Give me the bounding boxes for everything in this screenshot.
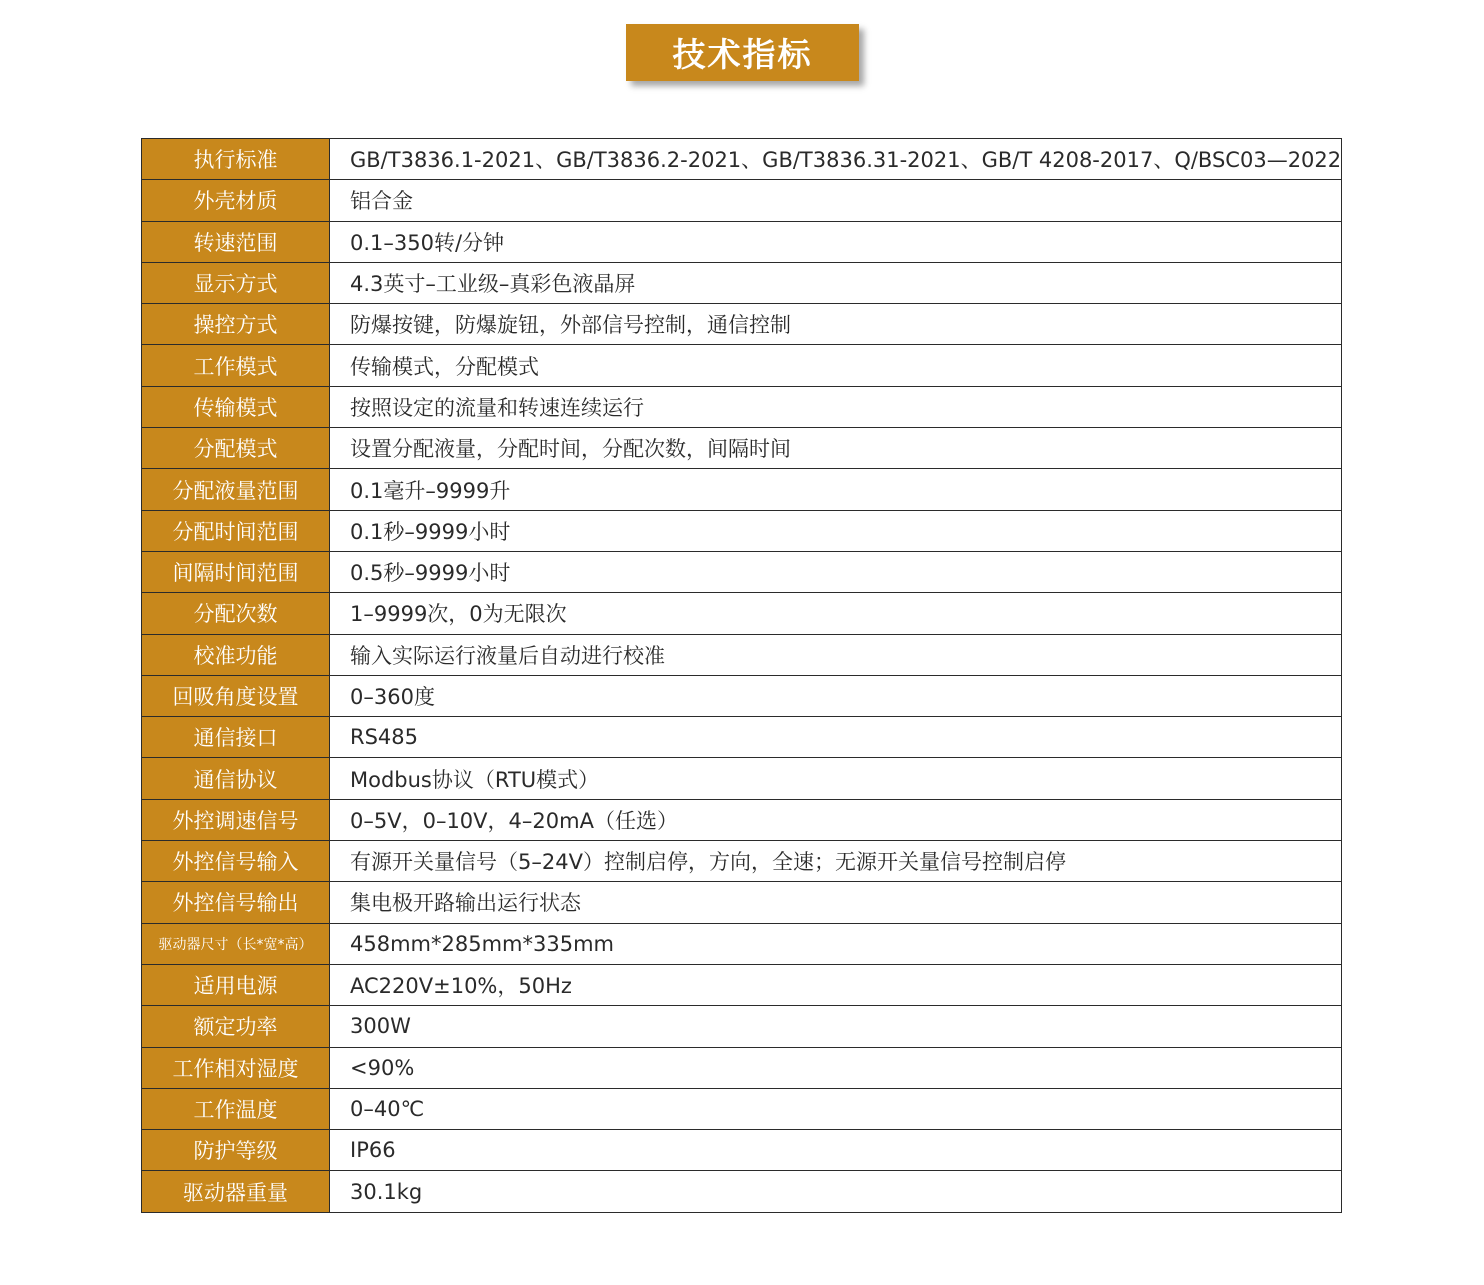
- table-row: [142, 1130, 1342, 1171]
- spec-value: 0.1秒–9999小时: [330, 510, 1342, 551]
- spec-label: 执行标准: [142, 139, 330, 180]
- table-row: [142, 1171, 1342, 1212]
- table-row: [142, 841, 1342, 882]
- spec-value: GB/T3836.1-2021、GB/T3836.2-2021、GB/T3836.31-2021、GB/T 4208-2017、Q/BSC03—2022: [330, 139, 1342, 180]
- spec-value: IP66: [330, 1130, 1342, 1171]
- table-row: [142, 428, 1342, 469]
- spec-value: 设置分配液量，分配时间，分配次数，间隔时间: [330, 428, 1342, 469]
- spec-label: 转速范围: [142, 221, 330, 262]
- spec-value: RS485: [330, 717, 1342, 758]
- spec-label: 外壳材质: [142, 180, 330, 221]
- spec-value: 集电极开路输出运行状态: [330, 882, 1342, 923]
- table-row: [142, 469, 1342, 510]
- spec-label: 校准功能: [142, 634, 330, 675]
- spec-label: 外控调速信号: [142, 799, 330, 840]
- table-row: [142, 551, 1342, 592]
- spec-value: <90%: [330, 1047, 1342, 1088]
- spec-label: 分配模式: [142, 428, 330, 469]
- spec-label: 间隔时间范围: [142, 551, 330, 592]
- table-row: [142, 386, 1342, 427]
- spec-value: 30.1kg: [330, 1171, 1342, 1212]
- spec-value: AC220V±10%，50Hz: [330, 964, 1342, 1005]
- table-row: [142, 221, 1342, 262]
- spec-label: 通信接口: [142, 717, 330, 758]
- table-row: [142, 758, 1342, 799]
- spec-value: 0.1–350转/分钟: [330, 221, 1342, 262]
- spec-label: 驱动器重量: [142, 1171, 330, 1212]
- spec-value: 铝合金: [330, 180, 1342, 221]
- table-row: [142, 923, 1342, 964]
- table-row: [142, 1047, 1342, 1088]
- spec-label: 防护等级: [142, 1130, 330, 1171]
- spec-value: 0–40℃: [330, 1088, 1342, 1129]
- spec-label: 传输模式: [142, 386, 330, 427]
- spec-value: 防爆按键，防爆旋钮，外部信号控制，通信控制: [330, 304, 1342, 345]
- spec-label: 通信协议: [142, 758, 330, 799]
- table-row: [142, 799, 1342, 840]
- spec-value: 458mm*285mm*335mm: [330, 923, 1342, 964]
- spec-label: 工作相对湿度: [142, 1047, 330, 1088]
- spec-value: 输入实际运行液量后自动进行校准: [330, 634, 1342, 675]
- spec-label: 分配次数: [142, 593, 330, 634]
- table-row: [142, 262, 1342, 303]
- table-row: [142, 634, 1342, 675]
- spec-table: [141, 138, 1342, 1213]
- spec-value: 1–9999次，0为无限次: [330, 593, 1342, 634]
- spec-label: 工作温度: [142, 1088, 330, 1129]
- spec-value: 传输模式，分配模式: [330, 345, 1342, 386]
- table-row: [142, 675, 1342, 716]
- spec-label: 驱动器尺寸（长*宽*高）: [142, 923, 330, 964]
- spec-value: Modbus协议（RTU模式）: [330, 758, 1342, 799]
- spec-label: 额定功率: [142, 1006, 330, 1047]
- spec-label: 适用电源: [142, 964, 330, 1005]
- table-row: [142, 180, 1342, 221]
- table-row: [142, 882, 1342, 923]
- table-row: [142, 304, 1342, 345]
- spec-value: 300W: [330, 1006, 1342, 1047]
- table-row: [142, 1088, 1342, 1129]
- spec-value: 有源开关量信号（5–24V）控制启停，方向，全速；无源开关量信号控制启停: [330, 841, 1342, 882]
- spec-value: 0.5秒–9999小时: [330, 551, 1342, 592]
- table-row: [142, 345, 1342, 386]
- spec-label: 分配时间范围: [142, 510, 330, 551]
- spec-value: 0–360度: [330, 675, 1342, 716]
- table-row: [142, 593, 1342, 634]
- spec-value: 4.3英寸–工业级–真彩色液晶屏: [330, 262, 1342, 303]
- spec-label: 分配液量范围: [142, 469, 330, 510]
- spec-value: 0.1毫升–9999升: [330, 469, 1342, 510]
- table-row: [142, 964, 1342, 1005]
- spec-value: 0–5V，0–10V，4–20mA（任选）: [330, 799, 1342, 840]
- spec-label: 外控信号输出: [142, 882, 330, 923]
- spec-value: 按照设定的流量和转速连续运行: [330, 386, 1342, 427]
- spec-label: 外控信号输入: [142, 841, 330, 882]
- spec-label: 显示方式: [142, 262, 330, 303]
- section-title: 技术指标: [626, 24, 859, 81]
- table-row: [142, 717, 1342, 758]
- table-row: [142, 1006, 1342, 1047]
- spec-label: 操控方式: [142, 304, 330, 345]
- table-row: [142, 139, 1342, 180]
- table-row: [142, 510, 1342, 551]
- spec-label: 回吸角度设置: [142, 675, 330, 716]
- spec-label: 工作模式: [142, 345, 330, 386]
